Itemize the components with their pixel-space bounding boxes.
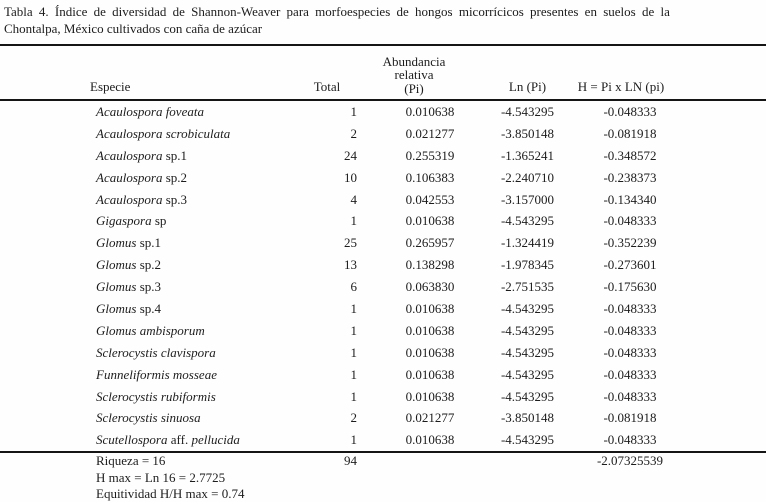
- header-abundancia-line2: relativa: [394, 67, 434, 82]
- cell-ln-pi: -2.751535: [500, 279, 555, 295]
- header-abundancia-line3: (Pi): [404, 80, 424, 96]
- table-row: [0, 429, 766, 452]
- cell-h: -0.048333: [603, 388, 657, 404]
- cell-h: -0.238373: [603, 169, 657, 185]
- species-name-italic: Acaulospora foveata: [96, 103, 204, 119]
- cell-filler: [700, 386, 766, 408]
- species-name-italic: Glomus: [96, 257, 137, 273]
- species-name-italic: pellucida: [191, 432, 240, 448]
- cell-total: 24: [344, 147, 357, 163]
- cell-filler: [700, 342, 766, 364]
- cell-ln-pi: -4.543295: [500, 322, 555, 338]
- cell-especie: [0, 342, 295, 364]
- cell-h: -0.048333: [603, 213, 657, 229]
- cell-pi: 0.010638: [365, 429, 495, 452]
- cell-especie: [0, 429, 295, 452]
- cell-ln-pi: -4.543295: [500, 213, 555, 229]
- cell-total: 1: [350, 388, 357, 404]
- footer-empty-pi: [365, 452, 495, 469]
- cell-total: 1: [350, 300, 357, 316]
- cell-total: 25: [344, 235, 357, 251]
- footer-equitividad: Equitividad H/H max = 0.74: [0, 486, 766, 502]
- table-row: [0, 145, 766, 167]
- cell-especie: [0, 145, 295, 167]
- cell-h: -0.048333: [603, 366, 657, 382]
- cell-pi: 0.138298: [405, 257, 455, 273]
- cell-total: 1: [350, 103, 357, 119]
- cell-ln-pi: -4.543295: [500, 300, 555, 316]
- cell-especie: [0, 276, 295, 298]
- table-row: [0, 407, 766, 429]
- footer-h-sum: -2.07325539: [596, 453, 664, 469]
- cell-total: 2: [350, 410, 357, 426]
- cell-pi: 0.106383: [405, 169, 455, 185]
- cell-pi: 0.255319: [405, 147, 455, 163]
- cell-h: -0.081918: [603, 410, 657, 426]
- species-name-italic: Acaulospora scrobiculata: [96, 125, 231, 141]
- species-name-italic: Glomus ambisporum: [96, 322, 205, 338]
- cell-h: -0.348572: [603, 147, 657, 163]
- cell-pi: 0.010638: [405, 388, 455, 404]
- header-filler: [700, 45, 766, 100]
- cell-ln-pi: -1.365241: [500, 147, 555, 163]
- caption-line-1: Tabla 4. Índice de diversidad de Shannon-Weaver para morfoespecies de hongos micorrícicos presentes en suelos de la: [4, 4, 670, 19]
- cell-filler: [700, 167, 766, 189]
- species-name-italic: Sclerocystis rubiformis: [96, 388, 216, 404]
- cell-total: 1: [350, 213, 357, 229]
- cell-h: -0.352239: [603, 235, 657, 251]
- cell-h: -0.048333: [603, 322, 657, 338]
- cell-ln-pi: -4.543295: [500, 103, 555, 119]
- cell-especie: [0, 320, 295, 342]
- species-name-roman: sp.3: [136, 279, 162, 295]
- cell-filler: [700, 189, 766, 211]
- cell-ln-pi: -3.850148: [500, 125, 555, 141]
- header-total: Total: [295, 45, 365, 100]
- table-row: [0, 189, 766, 211]
- cell-total: 13: [344, 257, 357, 273]
- footer-empty-ln: [495, 452, 560, 469]
- cell-especie: [0, 189, 295, 211]
- header-ln-pi: Ln (Pi): [495, 45, 560, 100]
- species-name-roman: sp.2: [136, 257, 162, 273]
- cell-total: 2: [350, 125, 357, 141]
- header-abundancia: [365, 45, 495, 100]
- cell-filler: [700, 429, 766, 452]
- cell-h: -0.048333: [603, 344, 657, 360]
- species-name-italic: Acaulospora: [96, 147, 163, 163]
- header-h-formula: H = Pi x LN (pi): [560, 45, 700, 100]
- cell-ln-pi: -1.978345: [500, 257, 555, 273]
- cell-pi: 0.042553: [405, 191, 455, 207]
- cell-h: -0.134340: [603, 191, 657, 207]
- cell-filler: [700, 298, 766, 320]
- cell-filler: [700, 100, 766, 123]
- table-row: [0, 320, 766, 342]
- table-row: [0, 232, 766, 254]
- cell-pi: 0.010638: [405, 344, 455, 360]
- footer-equitividad-row: [0, 486, 766, 502]
- species-name-italic: Gigaspora: [96, 213, 152, 229]
- footer-filler: [700, 452, 766, 469]
- species-name-roman: aff.: [167, 432, 192, 448]
- table-row: [0, 254, 766, 276]
- cell-especie: [0, 254, 295, 276]
- cell-ln-pi: -1.324419: [500, 235, 555, 251]
- cell-filler: [700, 276, 766, 298]
- cell-filler: [700, 320, 766, 342]
- footer-riqueza: Riqueza = 16: [96, 453, 166, 469]
- cell-especie: [0, 298, 295, 320]
- table-row: [0, 123, 766, 145]
- table-row: [0, 100, 766, 123]
- species-name-italic: Acaulospora: [96, 191, 163, 207]
- table-row: [0, 167, 766, 189]
- cell-pi: 0.010638: [405, 300, 455, 316]
- species-name-italic: Glomus: [96, 300, 137, 316]
- cell-total: 1: [350, 366, 357, 382]
- cell-especie: [0, 232, 295, 254]
- table-caption: [0, 0, 766, 37]
- cell-total: 1: [295, 429, 365, 452]
- cell-filler: [700, 254, 766, 276]
- species-name-roman: sp.4: [136, 300, 162, 316]
- species-name-roman: sp.1: [136, 235, 162, 251]
- cell-total: 4: [350, 191, 357, 207]
- cell-pi: 0.021277: [405, 410, 455, 426]
- cell-ln-pi: -4.543295: [495, 429, 560, 452]
- species-name-italic: Funneliformis mosseae: [96, 366, 217, 382]
- cell-filler: [700, 364, 766, 386]
- cell-especie: [0, 167, 295, 189]
- cell-h: -0.273601: [603, 257, 657, 273]
- cell-pi: 0.021277: [405, 125, 455, 141]
- footer-total-sum: 94: [344, 453, 357, 469]
- cell-pi: 0.010638: [405, 322, 455, 338]
- cell-ln-pi: -4.543295: [500, 366, 555, 382]
- species-name-italic: Sclerocystis clavispora: [96, 344, 216, 360]
- cell-especie: [0, 364, 295, 386]
- diversity-table: [0, 44, 766, 502]
- caption-line-2: Chontalpa, México cultivados con caña de azúcar: [4, 21, 263, 36]
- species-name-roman: sp.1: [162, 147, 188, 163]
- cell-h: -0.048333: [603, 300, 657, 316]
- cell-especie: [0, 123, 295, 145]
- cell-filler: [700, 145, 766, 167]
- table-row: [0, 298, 766, 320]
- species-name-roman: sp.2: [162, 169, 188, 185]
- species-name-italic: Acaulospora: [96, 169, 163, 185]
- cell-h: -0.175630: [603, 279, 657, 295]
- footer-hmax: H max = Ln 16 = 2.7725: [96, 469, 226, 485]
- cell-pi: 0.265957: [405, 235, 455, 251]
- species-name-italic: Glomus: [96, 279, 137, 295]
- footer-summary-row: [0, 452, 766, 469]
- cell-total: 6: [350, 279, 357, 295]
- table-row: [0, 210, 766, 232]
- species-name-roman: sp: [151, 213, 167, 229]
- cell-filler: [700, 232, 766, 254]
- cell-ln-pi: -2.240710: [500, 169, 555, 185]
- species-name-italic: Scutellospora: [96, 432, 168, 448]
- cell-especie: [0, 210, 295, 232]
- cell-total: 10: [344, 169, 357, 185]
- cell-ln-pi: -3.850148: [500, 410, 555, 426]
- table-header: [0, 45, 766, 100]
- table-row: [0, 386, 766, 408]
- species-name-italic: Sclerocystis sinuosa: [96, 410, 201, 426]
- cell-total: 1: [350, 344, 357, 360]
- cell-pi: 0.010638: [405, 103, 455, 119]
- cell-total: 1: [350, 322, 357, 338]
- cell-filler: [700, 210, 766, 232]
- species-name-roman: sp.3: [162, 191, 188, 207]
- table-row: [0, 364, 766, 386]
- cell-h: -0.048333: [603, 103, 657, 119]
- cell-ln-pi: -4.543295: [500, 344, 555, 360]
- table-body: [0, 100, 766, 452]
- species-name-italic: Glomus: [96, 235, 137, 251]
- header-row: [0, 45, 766, 100]
- cell-h: -0.048333: [560, 429, 700, 452]
- cell-especie: [0, 100, 295, 123]
- cell-filler: [700, 123, 766, 145]
- cell-h: -0.081918: [603, 125, 657, 141]
- cell-pi: 0.010638: [405, 213, 455, 229]
- table-footer: [0, 452, 766, 502]
- table-row: [0, 276, 766, 298]
- cell-pi: 0.063830: [405, 279, 455, 295]
- header-abundancia-line1: Abundancia: [382, 53, 446, 69]
- cell-especie: [0, 407, 295, 429]
- footer-hmax-row: [0, 470, 766, 486]
- cell-especie: [0, 386, 295, 408]
- table-row: [0, 342, 766, 364]
- cell-pi: 0.010638: [405, 366, 455, 382]
- cell-filler: [700, 407, 766, 429]
- cell-ln-pi: -3.157000: [500, 191, 555, 207]
- cell-ln-pi: -4.543295: [500, 388, 555, 404]
- header-especie: Especie: [0, 45, 295, 100]
